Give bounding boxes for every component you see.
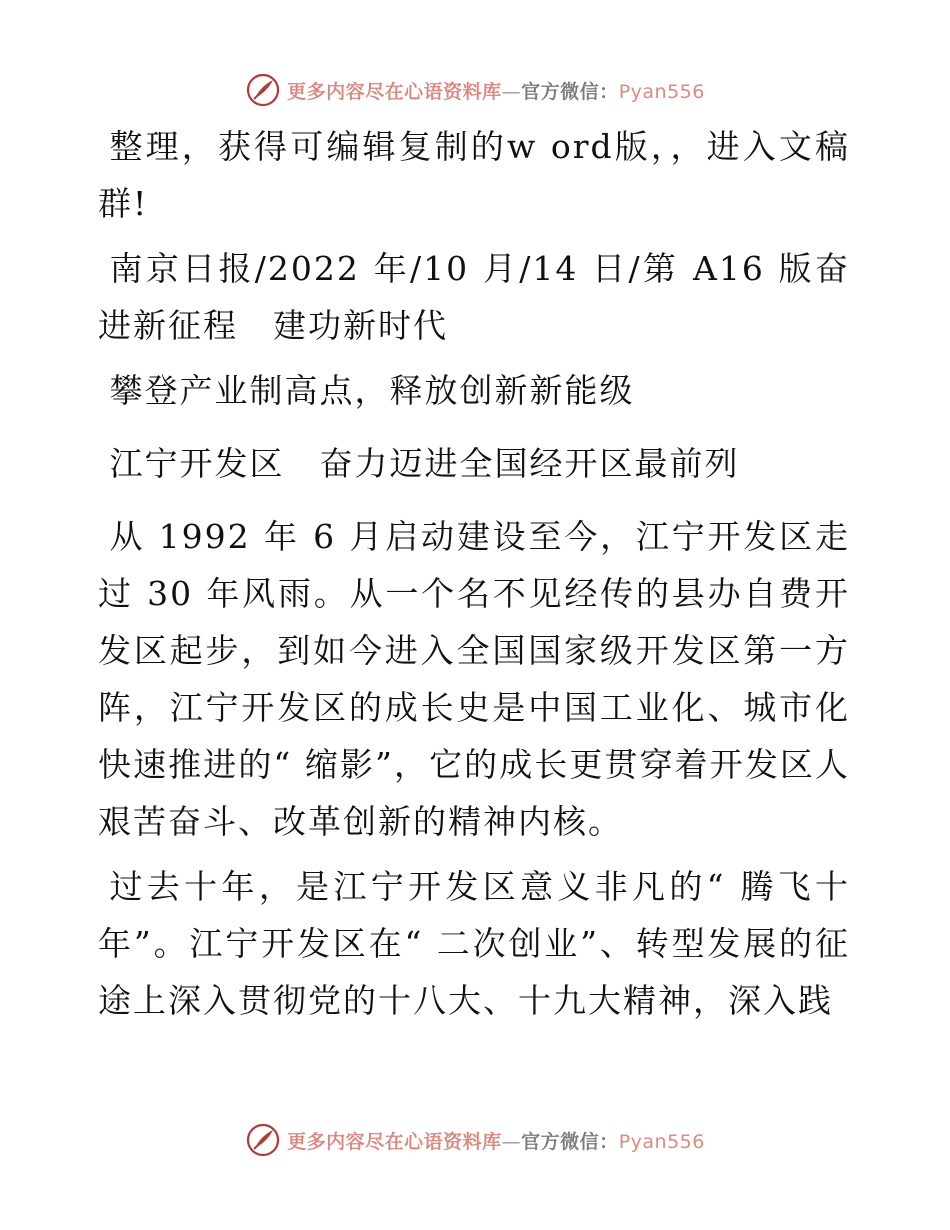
footer-watermark	[0, 1120, 950, 1160]
body-paragraph: 过去十年，是江宁开发区意义非凡的“ 腾飞十年”。江宁开发区在“ 二次创业”、转型发展的征途上深入贯彻党的十八大、十九大精神，深入践	[98, 867, 850, 1020]
document-body	[98, 118, 850, 1037]
watermark-brand: 更多内容尽在心语资料库	[287, 80, 502, 103]
header-watermark	[0, 70, 950, 110]
watermark-text	[287, 1127, 705, 1154]
article-subtitle: 攀登产业制高点，释放创新新能级	[109, 371, 635, 410]
watermark-wechat-id: Pyan556	[618, 1130, 705, 1153]
body-paragraph: 从 1992 年 6 月启动建设至今，江宁开发区走过 30 年风雨。从一个名不见经传的县办自费开发区起步，到如今进入全国国家级开发区第一方阵，江宁开发区的成长史是中国工业化、城市化快速推进的“ 缩影”，它的成长更贯穿着开发区人艰苦奋斗、改革创新的精神内核。	[98, 517, 850, 841]
watermark-text	[287, 77, 705, 104]
watermark-brand: 更多内容尽在心语资料库	[287, 1130, 502, 1153]
source-line: 南京日报/2022 年/10 月/14 日/第 A16 版奋进新征程 建功新时代	[98, 249, 850, 345]
article-title: 江宁开发区 奋力迈进全国经开区最前列	[109, 444, 740, 483]
intro-paragraph: 整理，获得可编辑复制的w ord版，，进入文稿群!	[98, 127, 850, 223]
feather-pen-logo-icon	[245, 1122, 281, 1158]
feather-pen-logo-icon	[245, 72, 281, 108]
watermark-label: 官方微信：	[521, 80, 619, 103]
watermark-label: 官方微信：	[521, 1130, 619, 1153]
watermark-wechat-id: Pyan556	[618, 80, 705, 103]
watermark-dash: —	[501, 80, 522, 103]
watermark-dash: —	[501, 1130, 522, 1153]
